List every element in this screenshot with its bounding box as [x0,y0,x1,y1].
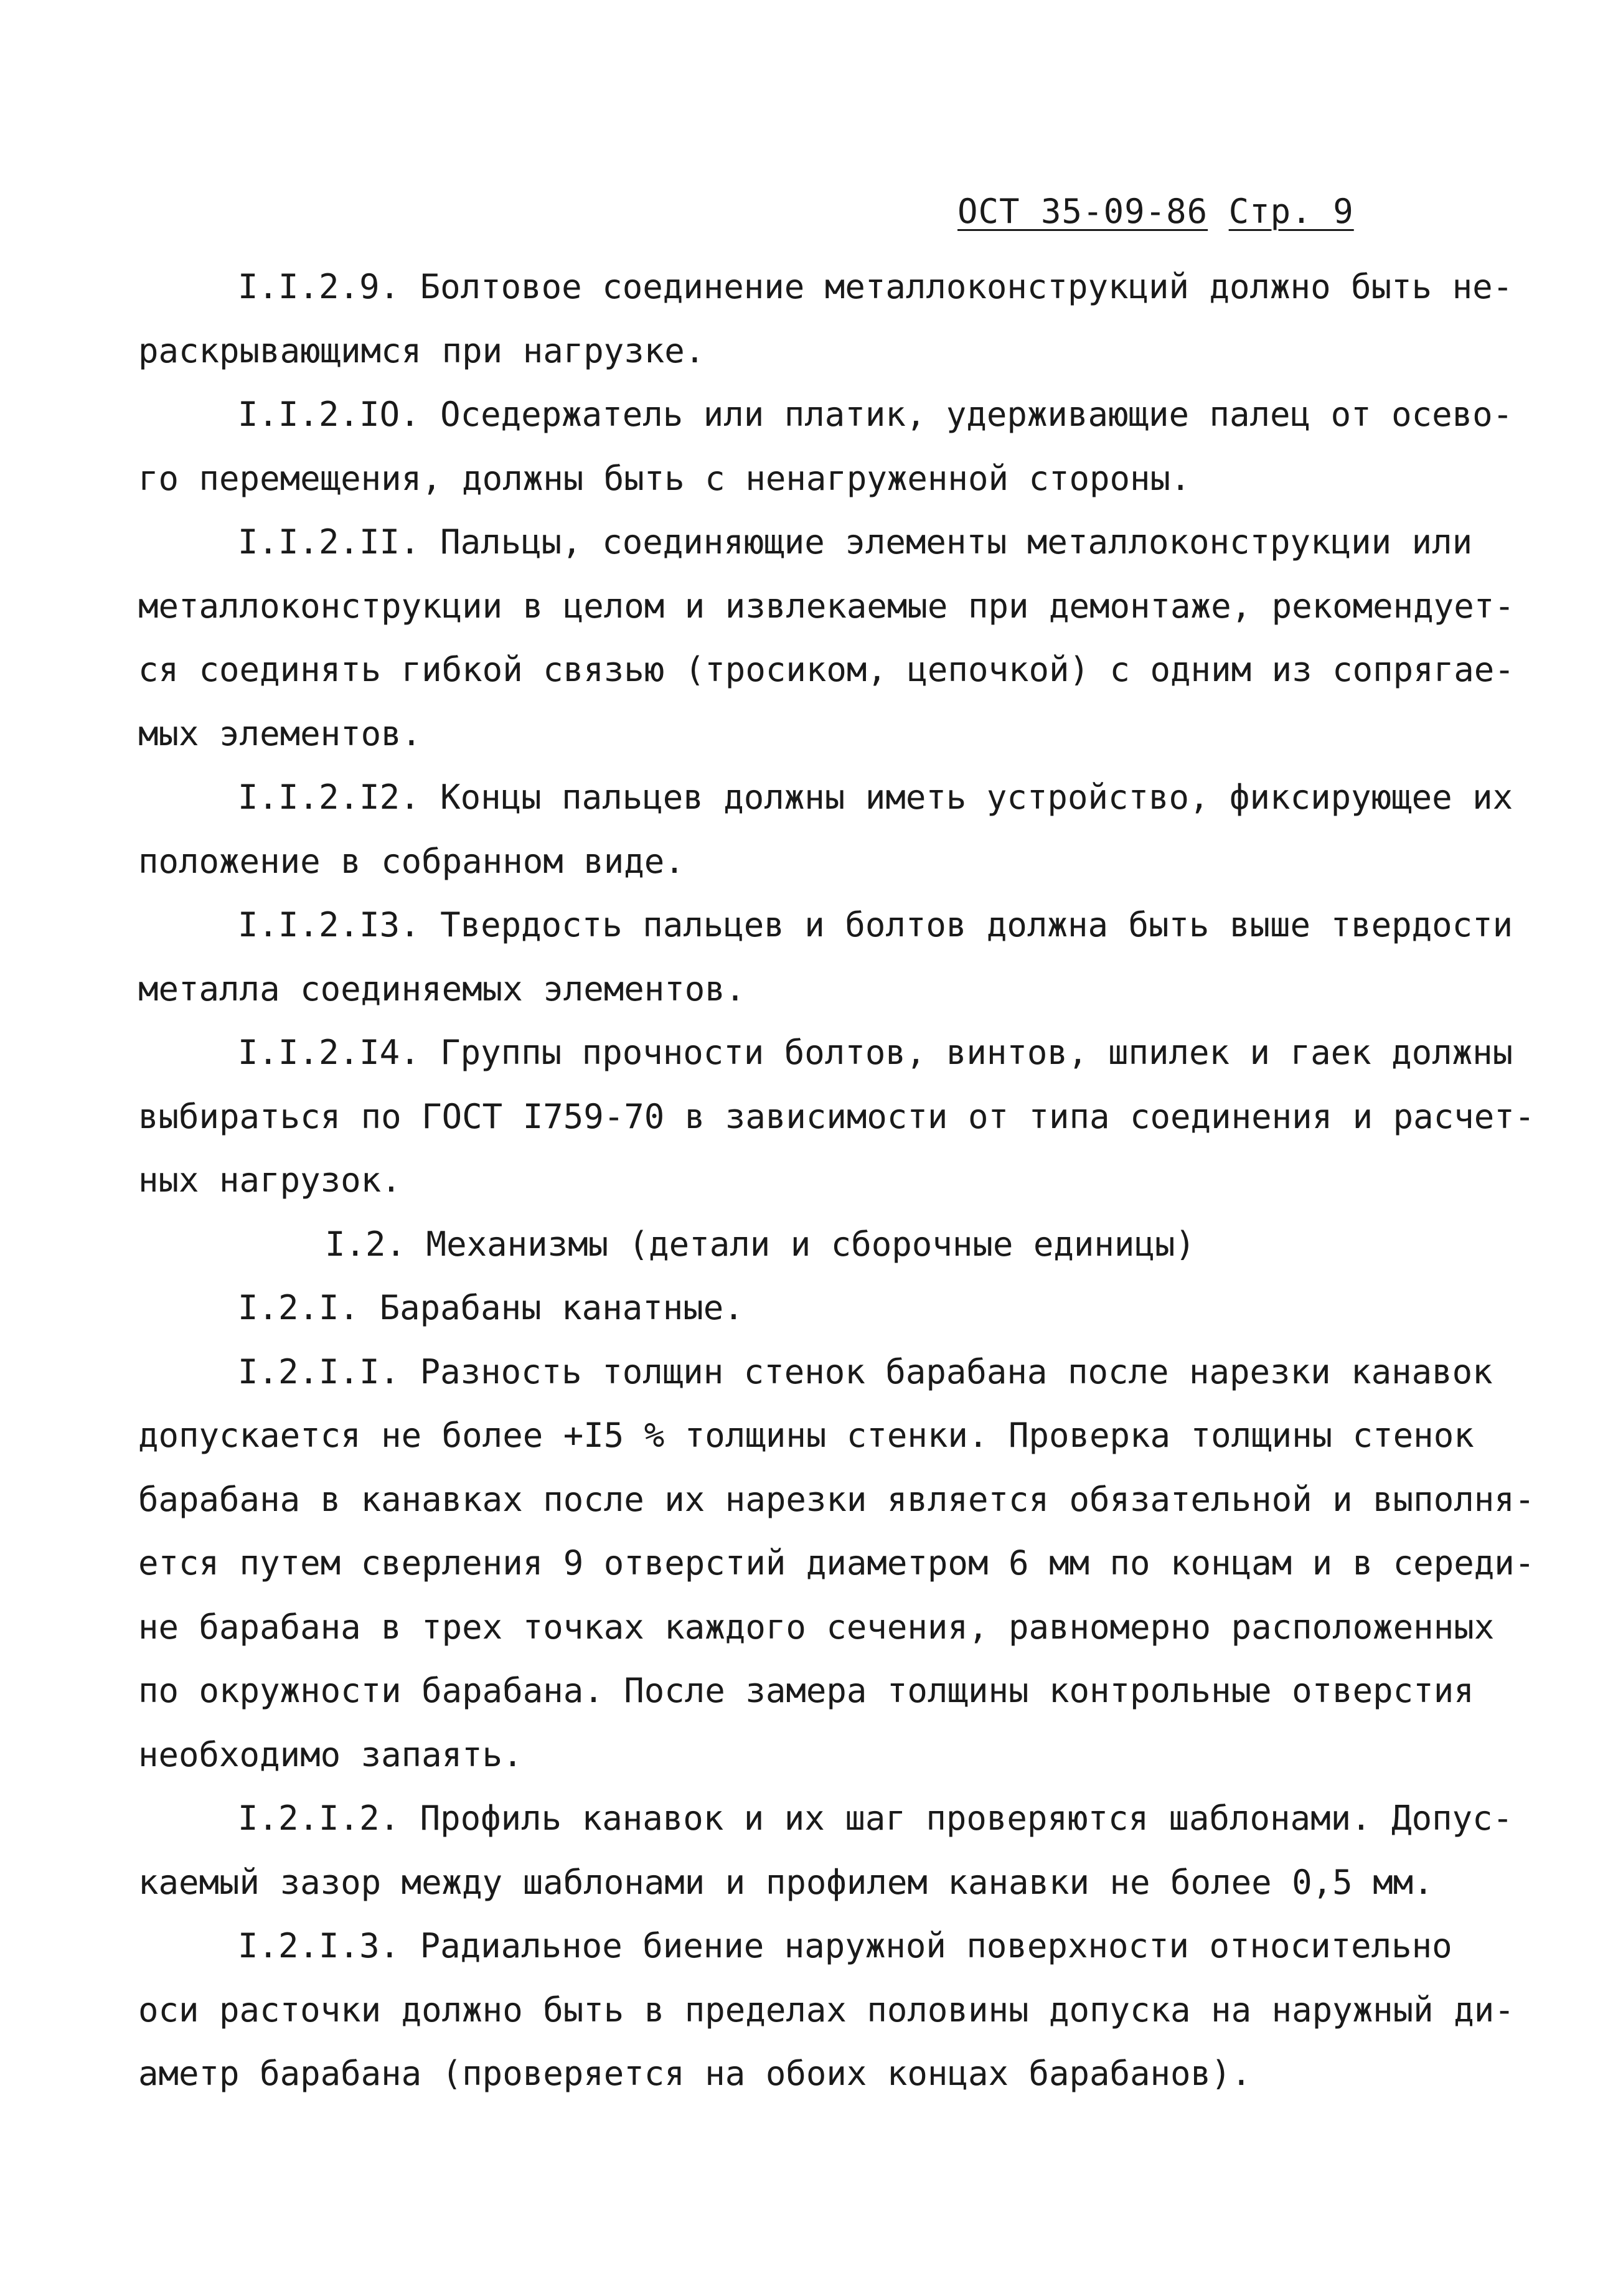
text-line: го перемещения, должны быть с ненагруженной стороны. [138,458,1191,498]
text-line: металла соединяемых элементов. [138,969,746,1009]
document-body [138,255,1535,2106]
header-doc-id: ОСТ 35-09-86 [957,192,1208,231]
text-line: положение в собранном виде. [138,841,685,881]
text-line: выбираться по ГОСТ I759-70 в зависимости от типа соединения и расчет- [138,1096,1535,1136]
clause-first-line: I.2.I.2. Профиль канавок и их шаг проверяются шаблонами. Допус- [238,1799,1513,1838]
clause-first-line: I.I.2.IO. Оседержатель или платик, удерживающие палец от осево- [238,395,1513,434]
clause-first-line: I.2.I.I. Разность толщин стенок барабана после нарезки канавок [238,1352,1493,1391]
text-line: каемый зазор между шаблонами и профилем канавки не более 0,5 мм. [138,1862,1434,1902]
page-header [957,192,1354,232]
text-line: допускается не более +I5 % толщины стенки. Проверка толщины стенок [138,1416,1474,1455]
clause-first-line: I.I.2.I4. Группы прочности болтов, винтов, шпилек и гаек должны [238,1033,1513,1072]
clause-first-line: I.I.2.II. Пальцы, соединяющие элементы металлоконструкции или [238,522,1473,562]
clause-first-line: I.2.I.3. Радиальное биение наружной поверхности относительно [238,1926,1452,1965]
clause-first-line: I.I.2.I2. Концы пальцев должны иметь устройство, фиксирующее их [238,778,1513,817]
text-line: ется путем сверления 9 отверстий диаметром 6 мм по концам и в середи- [138,1543,1535,1583]
section-heading: I.2. Механизмы (детали и сборочные единицы) [325,1224,1195,1264]
subsection-heading: I.2.I. Барабаны канатные. [238,1288,744,1327]
text-line: ных нагрузок. [138,1160,402,1200]
text-line: необходимо запаять. [138,1734,523,1774]
text-line: аметр барабана (проверяется на обоих концах барабанов). [138,2054,1252,2093]
text-line: раскрывающимся при нагрузке. [138,331,705,370]
text-line: ся соединять гибкой связью (тросиком, цепочкой) с одним из сопрягае- [138,650,1515,689]
clause-first-line: I.I.2.I3. Твердость пальцев и болтов должна быть выше твердости [238,905,1513,944]
text-line: барабана в канавках после их нарезки является обязательной и выполня- [138,1479,1535,1519]
text-line: металлоконструкции в целом и извлекаемые при демонтаже, рекомендует- [138,586,1515,626]
text-line: не барабана в трех точках каждого сечения, равномерно расположенных [138,1607,1495,1647]
text-line: мых элементов. [138,713,422,753]
text-line: оси расточки должно быть в пределах половины допуска на наружный ди- [138,1990,1515,2030]
clause-first-line: I.I.2.9. Болтовое соединение металлоконструкций должно быть не- [238,267,1513,306]
text-line: по окружности барабана. После замера толщины контрольные отверстия [138,1671,1474,1710]
header-page-label: Стр. 9 [1228,192,1354,231]
